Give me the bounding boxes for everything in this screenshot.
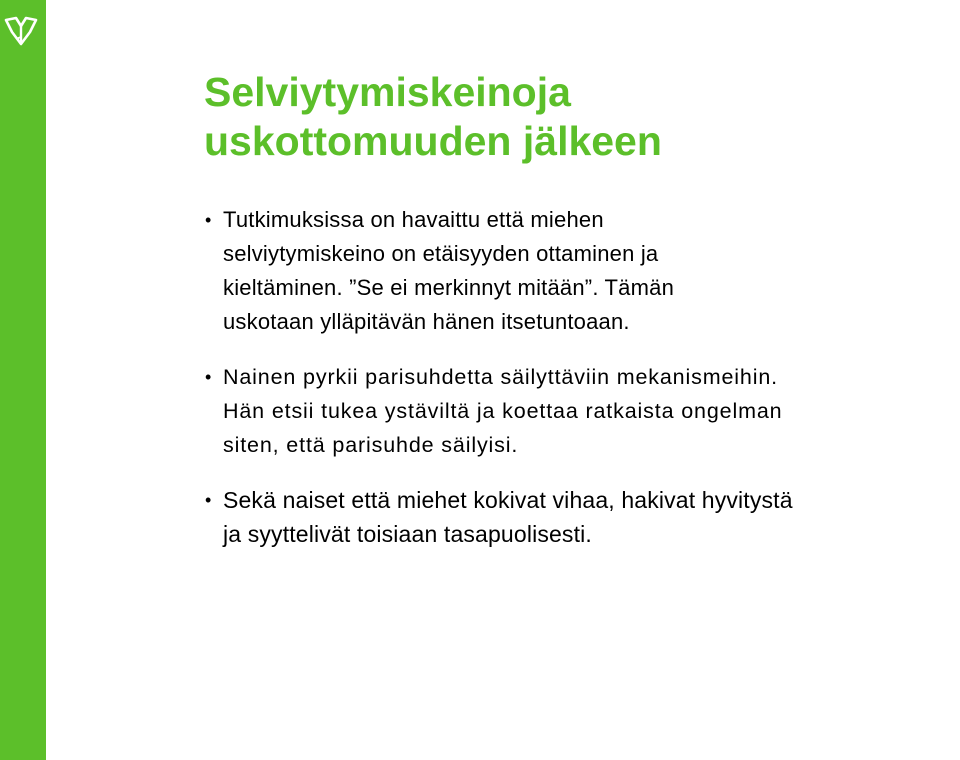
bullet-3-line-1: Sekä naiset että miehet kokivat vihaa, hakivat hyvitystä (223, 487, 793, 513)
bullet-2-line-2: Hän etsii tukea ystäviltä ja koettaa ratkaista ongelman (223, 399, 783, 423)
bullet-icon: • (205, 367, 213, 387)
bullet-2-line-3: siten, että parisuhde säilyisi. (223, 433, 519, 457)
bullet-2-line-1: Nainen pyrkii parisuhdetta säilyttäviin mekanismeihin. (223, 365, 778, 389)
bullet-icon: • (205, 490, 212, 510)
bullet-item-3 (205, 483, 960, 551)
bullet-1-line-2: selviytymiskeino on etäisyyden ottaminen ja (223, 241, 659, 266)
slide-title (204, 68, 662, 166)
sidebar-stripe (0, 0, 46, 760)
bullet-1-line-3: kieltäminen. ”Se ei merkinnyt mitään”. Tämän (223, 275, 675, 300)
bullet-icon: • (205, 210, 212, 230)
bullet-3-line-2: ja syyttelivät toisiaan tasapuolisesti. (223, 521, 592, 547)
bullet-1-line-1: Tutkimuksissa on havaittu että miehen (223, 207, 604, 232)
slide-title-line-2: uskottomuuden jälkeen (204, 118, 662, 164)
bullet-item-2 (205, 360, 960, 462)
bullet-list (205, 203, 960, 551)
leaf-logo-icon (4, 14, 38, 48)
bullet-item-1 (205, 203, 960, 339)
slide-title-line-1: Selviytymiskeinoja (204, 69, 571, 115)
bullet-1-line-4: uskotaan ylläpitävän hänen itsetuntoaan. (223, 309, 630, 334)
